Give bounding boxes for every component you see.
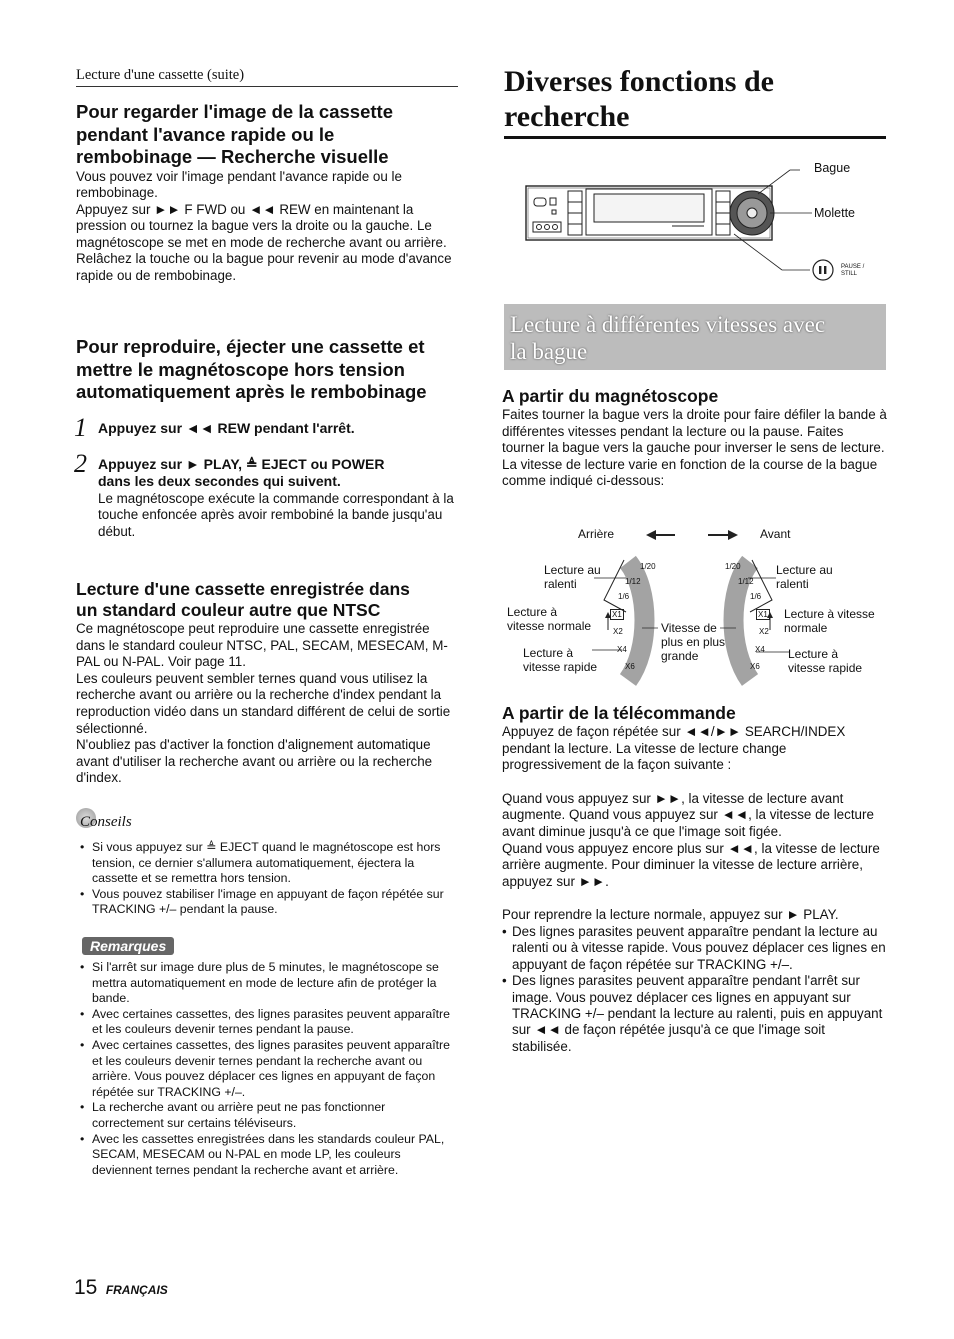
remarks-list xyxy=(76,960,458,1178)
step-number: 2 xyxy=(74,448,87,478)
slow-label-left: Lecture au ralenti xyxy=(544,563,601,591)
list-item: • Des lignes parasites peuvent apparaître pendant l'arrêt sur image. Vous pouvez déplacer ces lignes en appuyant sur TRACKING +/– pendant la lecture au ralenti, puis en appuyant sur ◄◄ de façon répétée jusqu'à ce que l'image soit stabilisée. xyxy=(512,973,888,1055)
remote-notes-list xyxy=(502,924,888,1055)
speed-mark: X6 xyxy=(625,662,635,671)
paragraph: Faites tourner la bague vers la droite pour faire défiler la bande à différentes vitesses pendant la lecture ou la pause. Faites tourner la bague vers la gauche pour inverser le sens de lecture. xyxy=(502,407,887,456)
paragraph: Relâchez la touche ou la bague pour revenir au mode d'avance rapide ou de rembobinage. xyxy=(76,251,452,284)
step-text: Appuyez sur ► PLAY, ≜ EJECT ou POWER xyxy=(98,455,385,472)
tips-box xyxy=(76,808,458,918)
section-heading: Pour reproduire, éjecter une cassette et xyxy=(76,336,425,357)
paragraph: Les couleurs peuvent sembler ternes quand vous utilisez la recherche avant ou arrière ou la recherche d'index pendant la reproduction vidéo dans un standard différent de celui de sortie sélectionné. xyxy=(76,670,451,736)
section-from-vcr xyxy=(502,386,888,490)
list-item: • La recherche avant ou arrière peut ne pas fonctionner correctement sur certains téléviseurs. xyxy=(92,1100,458,1131)
section-heading: mettre le magnétoscope hors tension xyxy=(76,358,405,380)
section-heading: pendant l'avance rapide ou le xyxy=(76,123,335,145)
section-heading: Lecture d'une cassette enregistrée dans xyxy=(76,579,410,599)
pause-still-label: PAUSE / STILL xyxy=(841,264,865,277)
speed-mark: X4 xyxy=(617,645,627,654)
speed-mark: X4 xyxy=(755,645,765,654)
step-1 xyxy=(74,412,458,442)
section-auto-rewind xyxy=(76,336,458,540)
fast-label-left: Lecture à vitesse rapide xyxy=(523,646,598,674)
speed-mark: 1/12 xyxy=(738,577,754,586)
section-heading: Pour regarder l'image de la cassette xyxy=(76,101,393,122)
slow-label-right: Lecture au ralenti xyxy=(776,563,833,591)
paragraph: Quand vous appuyez encore plus sur ◄◄, la vitesse de lecture arrière augmente. Pour diminuer la vitesse de lecture arrière, appuyez sur ►►. xyxy=(502,840,880,889)
page-title: Diverses fonctions de recherche xyxy=(504,64,886,139)
paragraph: Ce magnétoscope peut reproduire une cassette enregistrée dans le standard couleur NTSC, PAL, SECAM, MESECAM, M-PAL ou N-PAL. Voir page 11. xyxy=(76,621,448,670)
section-heading: rembobinage — Recherche visuelle xyxy=(76,146,389,167)
speed-mark: 1/20 xyxy=(725,562,741,571)
speed-mark: 1/6 xyxy=(750,592,762,601)
fast-label-right: Lecture à vitesse rapide xyxy=(788,647,863,675)
speed-mark: X2 xyxy=(613,627,623,636)
normal-label-right: Lecture à vitesse normale xyxy=(784,607,875,635)
normal-label-left: Lecture à vitesse normale xyxy=(507,605,592,633)
backward-label: Arrière xyxy=(578,527,615,541)
list-item: • Avec certaines cassettes, des lignes parasites peuvent apparaître et les couleurs devenir ternes pendant la recherche avant ou arrière. Vous pouvez déplacer ces lignes en appuyant de façon répétée sur TRACKING +/–. xyxy=(92,1038,458,1100)
paragraph: La vitesse de lecture varie en fonction de la course de la bague comme indiqué ci-dessous: xyxy=(502,456,878,489)
section-heading: A partir du magnétoscope xyxy=(502,386,719,406)
remarks-title: Remarques xyxy=(82,937,174,955)
speed-mark: X1 xyxy=(612,610,622,619)
paragraph: Appuyez de façon répétée sur ◄◄/►► SEARCH/INDEX pendant la lecture. La vitesse de lecture change progressivement de la façon suivante : xyxy=(502,724,846,773)
list-item: • Si l'arrêt sur image dure plus de 5 minutes, le magnétoscope se mettra automatiquement en mode de lecture afin de protéger la bande. xyxy=(92,960,458,1007)
vcr-front-panel xyxy=(512,158,892,293)
remarks-box xyxy=(76,937,458,1178)
speed-mark: X6 xyxy=(750,662,760,671)
running-title: Lecture d'une cassette (suite) xyxy=(76,67,458,87)
list-item: • Des lignes parasites peuvent apparaître pendant la lecture au ralenti ou à vitesse rapide. Vous pouvez déplacer ces lignes en appuyant de façon répétée sur TRACKING +/–. xyxy=(512,924,888,973)
bague-label: Bague xyxy=(814,161,851,175)
section-visual-search xyxy=(76,101,458,285)
step-number: 1 xyxy=(74,412,87,442)
paragraph: Appuyez sur ►► F FWD ou ◄◄ REW en maintenant la pression ou tournez la bague vers la droite ou la gauche. Le magnétoscope se met en mode de recherche avant ou arrière. xyxy=(76,201,447,250)
section-heading: automatiquement après le rembobinage xyxy=(76,381,427,402)
step-text: Appuyez sur ◄◄ REW pendant l'arrêt. xyxy=(98,419,355,436)
tips-heading xyxy=(76,808,458,834)
section-ntsc xyxy=(76,579,458,787)
list-item: • Avec certaines cassettes, des lignes parasites peuvent apparaître et les couleurs devenir ternes pendant la pause. xyxy=(92,1007,458,1038)
step-body: Le magnétoscope exécute la commande correspondant à la touche enfoncée après avoir rembobiné la bande jusqu'au début. xyxy=(98,490,454,539)
speed-mark: 1/20 xyxy=(640,562,656,571)
list-item: • Vous pouvez stabiliser l'image en appuyant de façon répétée sur TRACKING +/– pendant la pause. xyxy=(92,887,458,918)
tips-title: Conseils xyxy=(80,814,132,830)
vcr-illustration xyxy=(512,158,892,293)
section-heading: A partir de la télécommande xyxy=(502,703,736,723)
step-text: dans les deux secondes qui suivent. xyxy=(98,472,341,489)
paragraph: Quand vous appuyez sur ►►, la vitesse de lecture avant augmente. Quand vous appuyez sur ◄◄, la vitesse de lecture avant diminue jusqu'à ce que l'image soit figée. xyxy=(502,790,874,839)
speed-mark: 1/12 xyxy=(625,577,641,586)
page-number: 15 xyxy=(74,1276,98,1299)
section-banner: Lecture à différentes vitesses avec la bague xyxy=(504,304,886,370)
list-item: • Avec les cassettes enregistrées dans les standards couleur PAL, SECAM, MESECAM ou N-PAL en mode LP, les couleurs deviennent ternes pendant la recherche avant et arrière. xyxy=(92,1132,458,1179)
section-from-remote xyxy=(502,703,888,1055)
increasing-speed-label: Vitesse de plus en plus grande xyxy=(661,621,726,663)
footer-language: FRANÇAIS xyxy=(105,1283,168,1297)
speed-mark: X2 xyxy=(759,627,769,636)
forward-label: Avant xyxy=(760,527,791,541)
list-item: • Si vous appuyez sur ≜ EJECT quand le magnétoscope est hors tension, ce dernier s'allumera automatiquement, éjectera la cassette et se remettra hors tension. xyxy=(92,840,458,887)
paragraph: Vous pouvez voir l'image pendant l'avance rapide ou le rembobinage. xyxy=(76,168,402,201)
speed-mark: 1/6 xyxy=(618,592,630,601)
section-heading: un standard couleur autre que NTSC xyxy=(76,600,381,620)
page-footer xyxy=(74,1276,168,1300)
speed-diagram xyxy=(500,520,890,690)
paragraph: N'oubliez pas d'activer la fonction d'alignement automatique avant d'utiliser la recherche avant ou arrière ou la recherche d'index. xyxy=(76,737,433,786)
molette-label: Molette xyxy=(814,206,855,220)
tips-list xyxy=(76,840,458,918)
step-2 xyxy=(74,448,458,541)
paragraph: Pour reprendre la lecture normale, appuyez sur ► PLAY. xyxy=(502,907,839,923)
speed-mark: X1 xyxy=(758,610,768,619)
